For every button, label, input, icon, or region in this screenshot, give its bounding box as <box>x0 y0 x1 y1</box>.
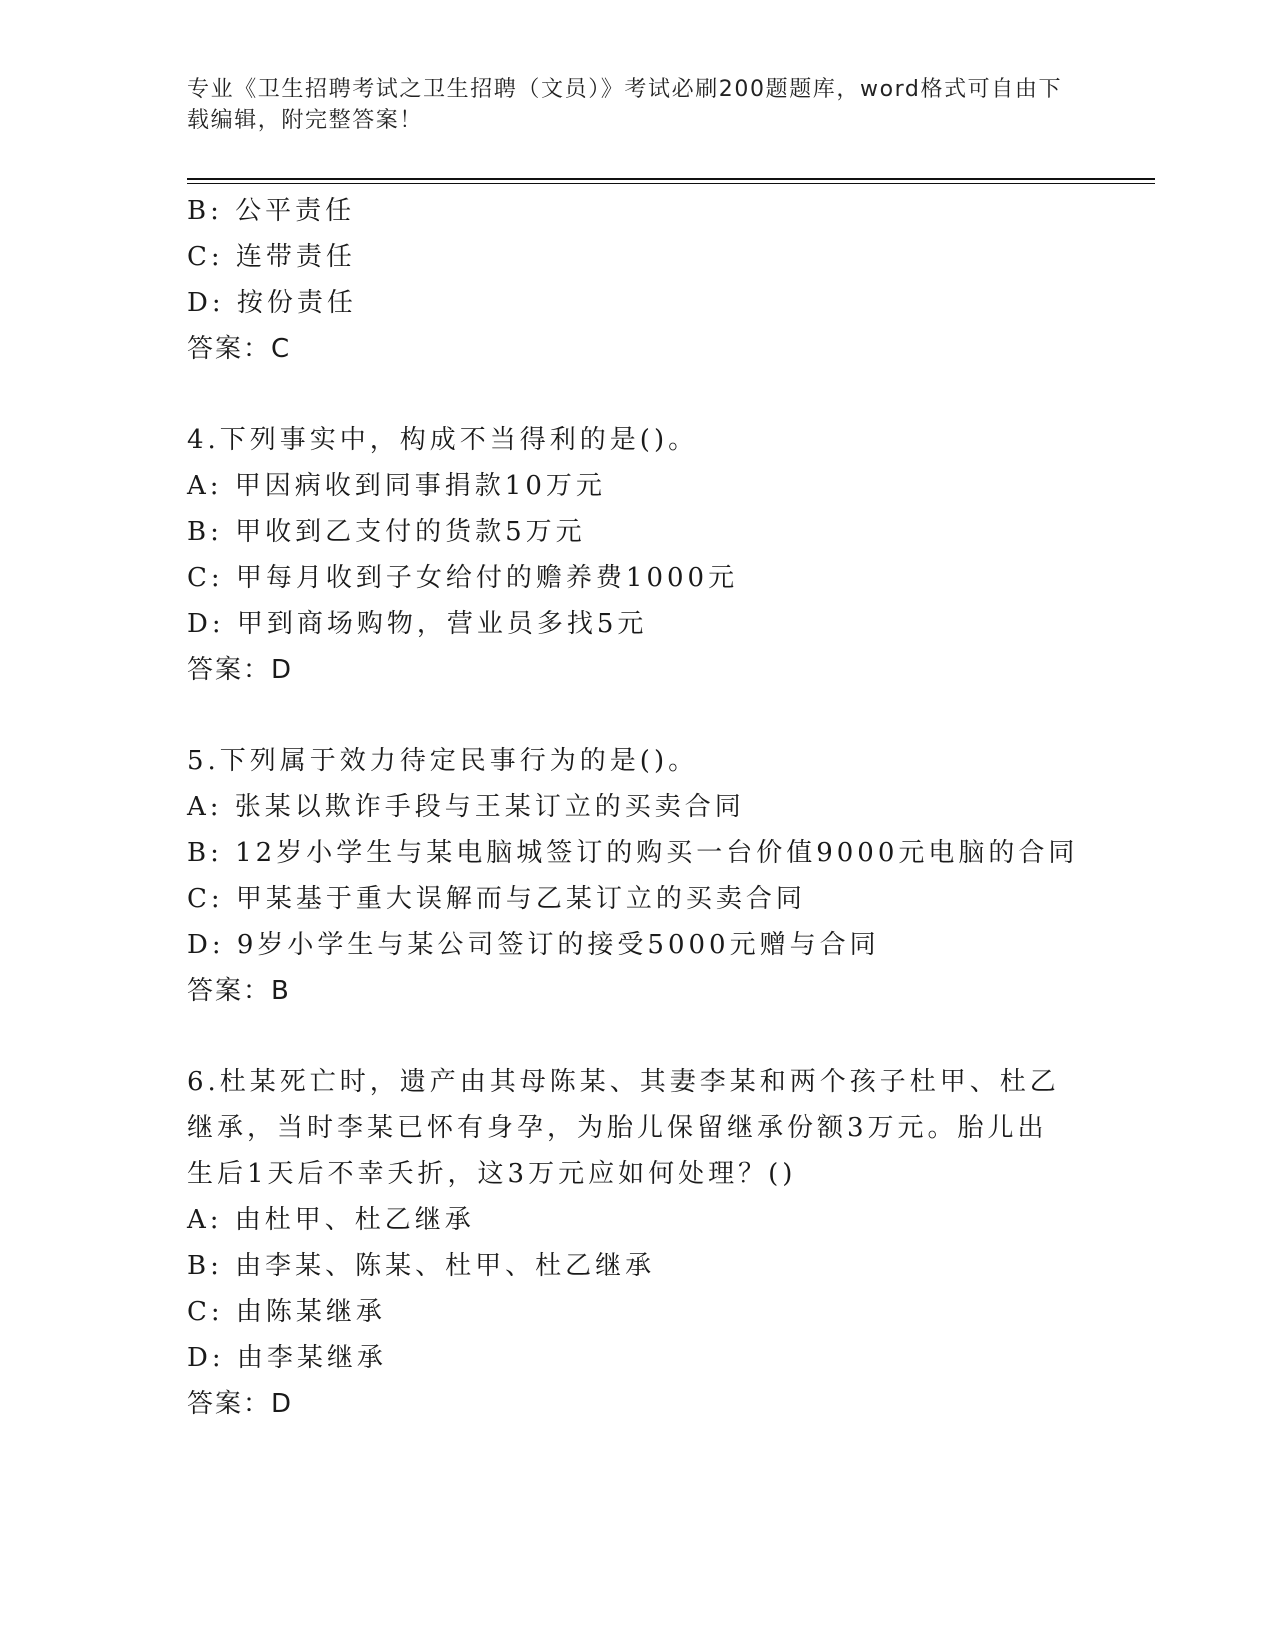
option-a: A: 甲因病收到同事捐款10万元 <box>187 471 606 501</box>
option-b: B: 由李某、陈某、杜甲、杜乙继承 <box>187 1251 656 1281</box>
question-block-4 <box>187 417 1087 693</box>
answer-line: 答案：C <box>187 334 292 364</box>
option-c: C: 由陈某继承 <box>187 1297 386 1327</box>
option-d: D: 由李某继承 <box>187 1343 387 1373</box>
header-divider-thick <box>187 178 1155 180</box>
option-b: B: 公平责任 <box>187 196 356 226</box>
question-text: 4.下列事实中，构成不当得利的是()。 <box>187 425 699 455</box>
question-block-6 <box>187 1059 1087 1427</box>
option-d: D: 9岁小学生与某公司签订的接受5000元赠与合同 <box>187 930 880 960</box>
document-body <box>187 188 1087 1427</box>
spacer <box>187 693 1087 738</box>
option-c: C: 连带责任 <box>187 242 356 272</box>
option-c: C: 甲每月收到子女给付的赡养费1000元 <box>187 563 739 593</box>
option-b: B: 12岁小学生与某电脑城签订的购买一台价值9000元电脑的合同 <box>187 838 1079 868</box>
spacer <box>187 372 1087 417</box>
question-text: 6.杜某死亡时，遗产由其母陈某、其妻李某和两个孩子杜甲、杜乙继承，当时李某已怀有身孕，为胎儿保留继承份额3万元。胎儿出生后1天后不幸夭折，这3万元应如何处理？() <box>187 1067 1060 1189</box>
question-text: 5.下列属于效力待定民事行为的是()。 <box>187 746 699 776</box>
question-block-5 <box>187 738 1087 1014</box>
option-d: D: 甲到商场购物，营业员多找5元 <box>187 609 648 639</box>
answer-line: 答案：D <box>187 1389 294 1419</box>
option-b: B: 甲收到乙支付的货款5万元 <box>187 517 586 547</box>
header-divider-thin <box>187 183 1155 184</box>
document-header: 专业《卫生招聘考试之卫生招聘（文员）》考试必刷200题题库，word格式可自由下载编辑，附完整答案！ <box>187 77 1063 133</box>
answer-line: 答案：D <box>187 655 294 685</box>
option-d: D: 按份责任 <box>187 288 357 318</box>
option-a: A: 张某以欺诈手段与王某订立的买卖合同 <box>187 792 745 822</box>
option-c: C: 甲某基于重大误解而与乙某订立的买卖合同 <box>187 884 806 914</box>
spacer <box>187 1014 1087 1059</box>
answer-line: 答案：B <box>187 976 291 1006</box>
option-a: A: 由杜甲、杜乙继承 <box>187 1205 475 1235</box>
question-block-3 <box>187 188 1087 372</box>
